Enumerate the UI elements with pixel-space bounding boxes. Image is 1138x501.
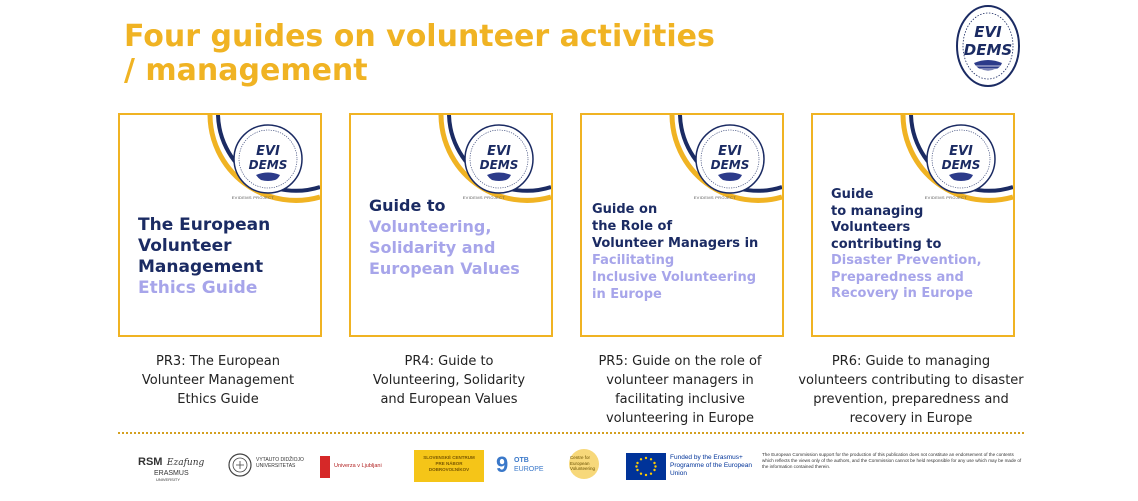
svg-text:DEMS: DEMS xyxy=(479,158,519,172)
evidems-badge-icon xyxy=(228,121,308,201)
card-title-light-2: Preparedness and xyxy=(831,269,964,285)
card-title-dark-1: The European xyxy=(138,215,271,235)
card-title-light-2: Solidarity and xyxy=(369,238,496,257)
svg-text:DEMS: DEMS xyxy=(941,158,981,172)
card-title-light-1: Disaster Prevention, xyxy=(831,253,982,268)
card-title-light-2: Inclusive Volunteering xyxy=(592,270,757,285)
card-title-dark-3: Volunteer Managers in xyxy=(592,236,759,251)
svg-text:EVI: EVI xyxy=(487,144,511,159)
card-title-dark-3: Management xyxy=(138,257,264,277)
card-title-light-1: Ethics Guide xyxy=(138,278,258,298)
card-caption-pr4: PR4: Guide to Volunteering, Solidarity and European Values xyxy=(372,354,526,407)
footer-divider xyxy=(118,432,1024,434)
card-title-light-1: Volunteering, xyxy=(369,217,492,236)
logo-line1: EVI xyxy=(974,23,1002,41)
evidems-badge-icon xyxy=(459,121,539,201)
card-tag: EVIDEMS PROJECT xyxy=(693,195,736,200)
eu-funding-text: Funded by the Erasmus+ Programme of the European Union xyxy=(670,454,753,477)
card-title xyxy=(592,201,758,303)
card-title-dark-1: Guide to xyxy=(369,196,446,215)
slovak-center-logo: SLOVENSKÉ CENTRUM PRE NÁBOR DOBROVOĽNÍKOV xyxy=(414,450,484,482)
card-title-dark-1: Guide on xyxy=(592,202,658,217)
card-tag: EVIDEMS PROJECT xyxy=(462,195,505,200)
card-caption-pr6: PR6: Guide to managing volunteers contributing to disaster prevention, preparedness and recovery in Europe xyxy=(798,354,1024,426)
guide-card-pr5[interactable] xyxy=(580,113,784,337)
card-title xyxy=(369,195,520,279)
card-title xyxy=(138,215,270,299)
card-title-dark-2: Volunteer xyxy=(138,236,232,256)
guide-card-pr4[interactable] xyxy=(349,113,553,337)
card-title-light-1: Facilitating xyxy=(592,253,675,268)
cev-logo: Centre for European Volunteering xyxy=(566,446,606,486)
card-tag: EVIDEMS PROJECT xyxy=(231,195,274,200)
ljubljana-logo: Univerza v Ljubljani xyxy=(320,452,404,482)
card-title-dark-3: Volunteers xyxy=(831,220,911,235)
vmu-logo: VYTAUTO DIDŽIOJO UNIVERSITETAS xyxy=(228,452,310,482)
card-title-dark-1: Guide xyxy=(831,187,874,202)
card-title xyxy=(831,187,982,303)
svg-text:EVI: EVI xyxy=(949,144,973,159)
card-title-dark-2: to managing xyxy=(831,203,924,219)
svg-text:EVI: EVI xyxy=(718,144,742,159)
otb-europe-logo: 9 OTB EUROPE xyxy=(496,452,544,477)
card-title-light-3: European Values xyxy=(369,259,520,278)
card-caption-pr3: PR3: The European Volunteer Management Ethics Guide xyxy=(141,354,295,407)
card-caption-pr5: PR5: Guide on the role of volunteer managers in facilitating inclusive volunteering in Europe xyxy=(598,354,762,426)
page-title: Four guides on volunteer activities / management xyxy=(124,19,715,88)
card-title-dark-2: the Role of xyxy=(592,219,673,234)
logo-line2: DEMS xyxy=(963,41,1013,59)
card-title-light-3: Recovery in Europe xyxy=(831,286,974,301)
svg-text:EVI: EVI xyxy=(256,144,280,159)
eu-disclaimer: The European Commission support for the production of this publication does not constitute an endorsement of the contents which reflects the views only of the authors, and the Commission cannot be held responsible for any use which may be made of the information contained therein. xyxy=(762,452,1022,469)
guide-card-pr3[interactable] xyxy=(118,113,322,337)
svg-text:DEMS: DEMS xyxy=(248,158,288,172)
guide-card-pr6[interactable] xyxy=(811,113,1015,337)
eu-flag-icon xyxy=(626,453,666,480)
evidems-badge-icon xyxy=(690,121,770,201)
evidems-logo xyxy=(955,3,1021,89)
card-title-dark-4: contributing to xyxy=(831,236,942,252)
card-tag: EVIDEMS PROJECT xyxy=(924,195,967,200)
card-title-light-3: in Europe xyxy=(592,287,662,302)
rsm-erasmus-logo: RSM Ezafung ERASMUS UNIVERSITY xyxy=(138,456,205,482)
svg-text:DEMS: DEMS xyxy=(710,158,750,172)
